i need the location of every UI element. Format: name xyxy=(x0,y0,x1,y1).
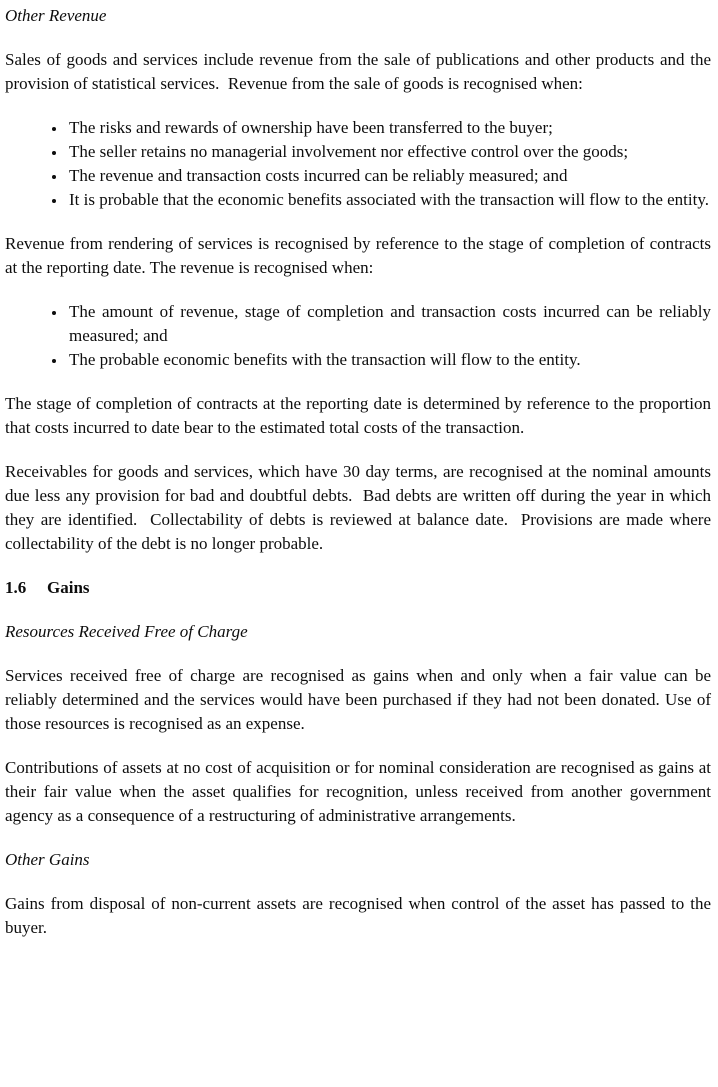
paragraph-services-free-of-charge: Services received free of charge are recognised as gains when and only when a fair value can be reliably determined and the services would have been purchased if they had not been donated. Use of those resources is recognised as an expense. xyxy=(5,666,716,733)
heading-other-revenue: Other Revenue xyxy=(5,6,107,25)
bullet-item: • The seller retains no managerial involvement nor effective control over the goods; xyxy=(67,140,711,164)
heading-gains-label: Gains xyxy=(47,578,90,597)
paragraph-contributions-of-assets: Contributions of assets at no cost of acquisition or for nominal consideration are recognised as gains at their fair value when the asset qualifies for recognition, unless received from another government agency as a consequence of a restructuring of administrative arrangements. xyxy=(5,758,716,825)
heading-other-gains: Other Gains xyxy=(5,850,90,869)
bullet-item: • The risks and rewards of ownership have been transferred to the buyer; xyxy=(67,116,711,140)
heading-gains-number: 1.6 xyxy=(5,578,27,597)
bullet-item: • The probable economic benefits with the transaction will flow to the entity. xyxy=(67,348,711,372)
paragraph-receivables: Receivables for goods and services, which have 30 day terms, are recognised at the nominal amounts due less any provision for bad and doubtful debts. Bad debts are written off during the year in which they are identified. Collectability of debts is reviewed at balance date. Provisions are made where collectability of the debt is no longer probable. xyxy=(5,462,716,553)
bullet-item: • The amount of revenue, stage of completion and transaction costs incurred can be reliably measured; and xyxy=(67,300,711,348)
bullet-item: • The revenue and transaction costs incurred can be reliably measured; and xyxy=(67,164,711,188)
paragraph-revenue-rendering-services: Revenue from rendering of services is recognised by reference to the stage of completion of contracts at the reporting date. The revenue is recognised when: xyxy=(5,234,716,277)
bullet-item: • It is probable that the economic benefits associated with the transaction will flow to the entity. xyxy=(67,188,711,212)
heading-resources-received-free-of-charge: Resources Received Free of Charge xyxy=(5,622,248,641)
bullet-list-services-recognition xyxy=(5,300,716,372)
heading-gains xyxy=(5,576,711,600)
paragraph-stage-of-completion: The stage of completion of contracts at the reporting date is determined by reference to the proportion that costs incurred to date bear to the estimated total costs of the transaction. xyxy=(5,394,716,437)
bullet-list-goods-recognition xyxy=(5,116,711,212)
paragraph-sales-of-goods: Sales of goods and services include revenue from the sale of publications and other products and the provision of statistical services. Revenue from the sale of goods is recognised when: xyxy=(5,50,716,93)
paragraph-gains-from-disposal: Gains from disposal of non-current assets are recognised when control of the asset has passed to the buyer. xyxy=(5,894,716,937)
